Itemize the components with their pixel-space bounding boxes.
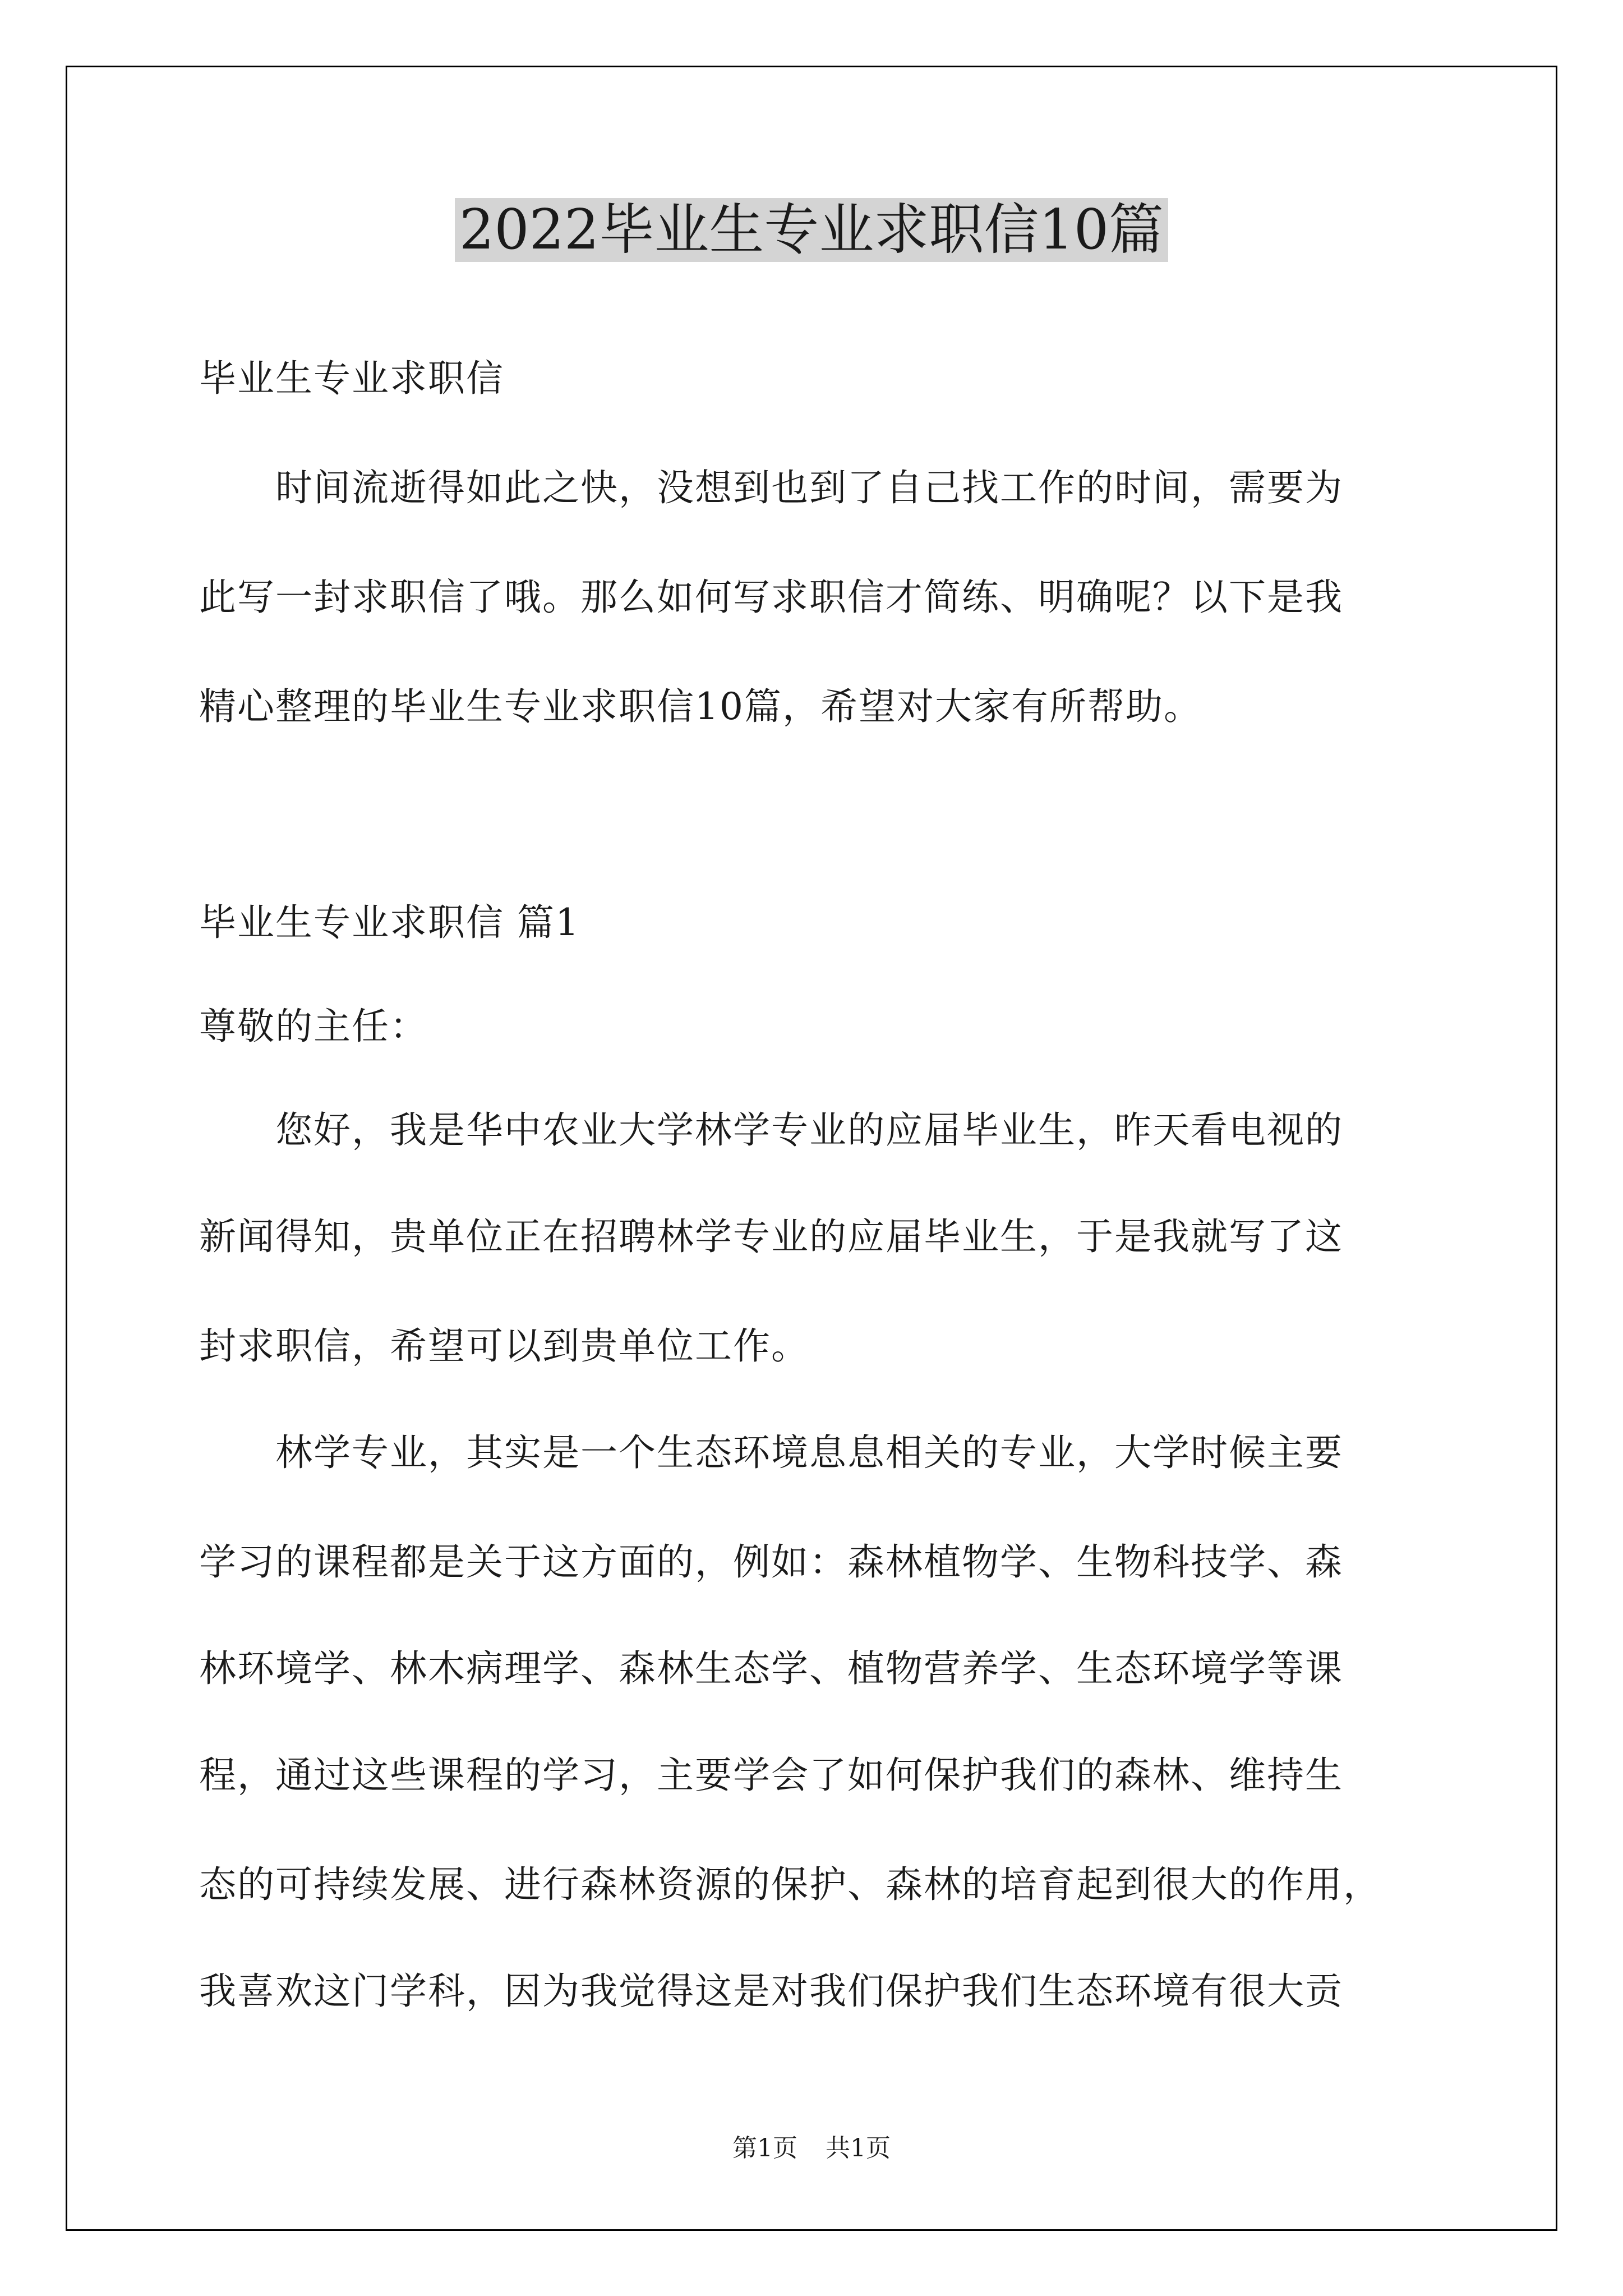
body-line: 您好，我是华中农业大学林学专业的应届毕业生，昨天看电视的 xyxy=(199,1108,1343,1152)
body-line: 学习的课程都是关于这方面的，例如：森林植物学、生物科技学、森 xyxy=(199,1540,1343,1584)
body-line: 林环境学、林木病理学、森林生态学、植物营养学、生态环境学等课 xyxy=(199,1647,1343,1690)
body-line: 林学专业，其实是一个生态环境息息相关的专业，大学时候主要 xyxy=(199,1431,1343,1474)
page-number-current: 第1页 xyxy=(732,2134,797,2162)
body-line: 此写一封求职信了哦。那么如何写求职信才简练、明确呢？以下是我 xyxy=(199,576,1343,619)
page-number-total: 共1页 xyxy=(826,2134,891,2162)
salutation: 尊敬的主任： xyxy=(199,1005,428,1048)
body-line: 程，通过这些课程的学习，主要学会了如何保护我们的森林、维持生 xyxy=(199,1754,1343,1797)
intro-heading: 毕业生专业求职信 xyxy=(199,357,504,400)
body-line: 精心整理的毕业生专业求职信10篇，希望对大家有所帮助。 xyxy=(199,685,1202,728)
section-heading: 毕业生专业求职信 篇1 xyxy=(199,901,580,944)
body-line: 我喜欢这门学科，因为我觉得这是对我们保护我们生态环境有很大贡 xyxy=(199,1970,1343,2013)
body-line: 时间流逝得如此之快，没想到也到了自己找工作的时间，需要为 xyxy=(199,466,1343,509)
page-footer xyxy=(0,2132,1623,2165)
document-title-text: 2022毕业生专业求职信10篇 xyxy=(455,198,1168,262)
document-title xyxy=(0,194,1623,266)
body-line: 态的可持续发展、进行森林资源的保护、森林的培育起到很大的作用， xyxy=(199,1863,1381,1906)
body-line: 封求职信，希望可以到贵单位工作。 xyxy=(199,1324,809,1368)
body-line: 新闻得知，贵单位正在招聘林学专业的应届毕业生，于是我就写了这 xyxy=(199,1215,1343,1258)
